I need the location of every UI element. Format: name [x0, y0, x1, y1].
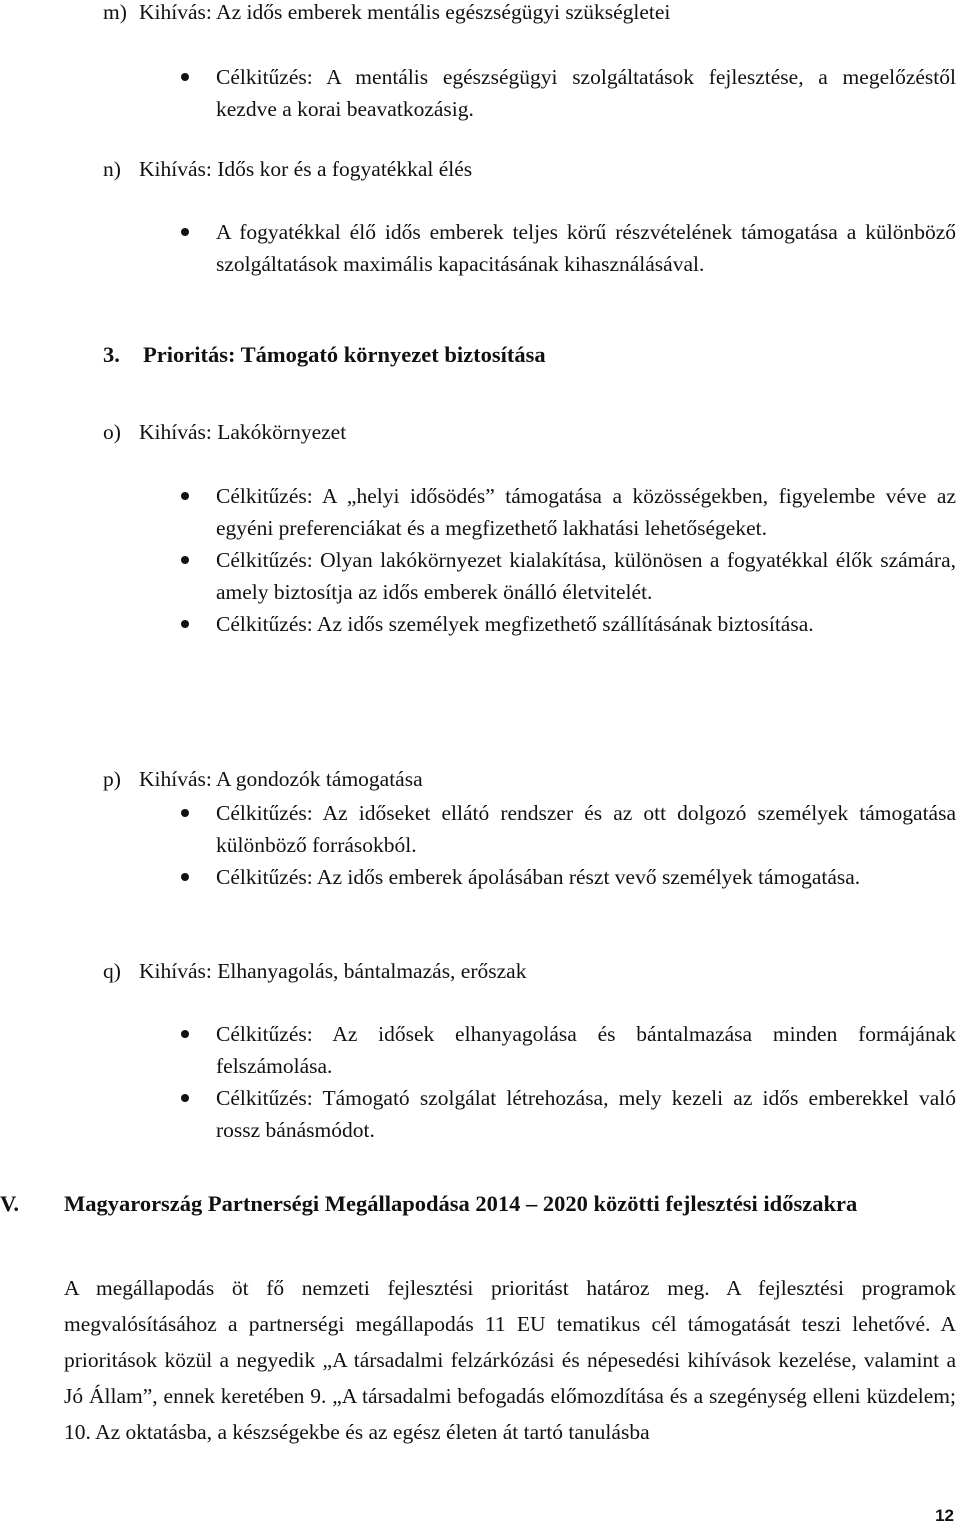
bullet-item — [170, 797, 956, 861]
bullet-icon — [181, 620, 189, 628]
bullet-text: Célkitűzés: Olyan lakókörnyezet kialakítása, különösen a fogyatékkal élők számára, amely biztosítja az idős emberek önálló életvitelét. — [216, 548, 956, 604]
bullet-item — [170, 544, 956, 608]
bullet-text: Célkitűzés: A mentális egészségügyi szolgáltatások fejlesztése, a megelőzéstől kezdve a korai beavatkozásig. — [216, 65, 956, 121]
challenge-n-bullets — [170, 216, 956, 280]
bullet-icon — [181, 1094, 189, 1102]
challenge-o-heading — [103, 416, 346, 448]
challenge-q-heading — [103, 955, 526, 987]
bullet-icon — [181, 228, 189, 236]
challenge-letter: p) — [103, 767, 121, 791]
bullet-icon — [181, 556, 189, 564]
priority-heading — [103, 339, 546, 371]
bullet-item — [170, 61, 956, 125]
challenge-n-heading — [103, 153, 472, 185]
bullet-text: Célkitűzés: A „helyi idősödés” támogatása a közösségekben, figyelembe véve az egyéni preferenciákat és a megfizethető lakhatási lehetőségeket. — [216, 484, 956, 540]
bullet-text: Célkitűzés: Támogató szolgálat létrehozása, mely kezeli az idős emberekkel való rossz bánásmódot. — [216, 1086, 956, 1142]
challenge-q-bullets — [170, 1018, 956, 1146]
challenge-letter: o) — [103, 420, 121, 444]
challenge-letter: n) — [103, 157, 121, 181]
challenge-p-heading — [103, 763, 423, 795]
bullet-icon — [181, 492, 189, 500]
challenge-title: Kihívás: Lakókörnyezet — [139, 420, 347, 444]
bullet-icon — [181, 73, 189, 81]
challenge-letter: q) — [103, 959, 121, 983]
challenge-o-bullets — [170, 480, 956, 640]
bullet-item — [170, 1018, 956, 1082]
challenge-m-bullets — [170, 61, 956, 125]
section-number: V. — [0, 1191, 19, 1216]
challenge-p-bullets — [170, 797, 956, 893]
challenge-m-heading — [103, 0, 670, 28]
bullet-text: A fogyatékkal élő idős emberek teljes körű részvételének támogatása a különböző szolgáltatások maximális kapacitásának kihasználásával. — [216, 220, 956, 276]
priority-title: Prioritás: Támogató környezet biztosítása — [143, 342, 546, 367]
bullet-text: Célkitűzés: Az idősek elhanyagolása és bántalmazása minden formájának felszámolása. — [216, 1022, 956, 1078]
challenge-title: Kihívás: Az idős emberek mentális egészségügyi szükségletei — [139, 0, 671, 24]
bullet-icon — [181, 809, 189, 817]
bullet-item — [170, 480, 956, 544]
bullet-text: Célkitűzés: Az időseket ellátó rendszer és az ott dolgozó személyek támogatása különböző forrásokból. — [216, 801, 956, 857]
bullet-icon — [181, 873, 189, 881]
bullet-item — [170, 608, 956, 640]
priority-number: 3. — [103, 342, 120, 367]
challenge-title: Kihívás: Elhanyagolás, bántalmazás, erőszak — [139, 959, 527, 983]
challenge-title: Kihívás: A gondozók támogatása — [139, 767, 423, 791]
challenge-letter: m) — [103, 0, 127, 24]
section-title: Magyarország Partnerségi Megállapodása 2014 – 2020 közötti fejlesztési időszakra — [64, 1191, 858, 1216]
bullet-text: Célkitűzés: Az idős személyek megfizethető szállításának biztosítása. — [216, 612, 814, 636]
bullet-text: Célkitűzés: Az idős emberek ápolásában részt vevő személyek támogatása. — [216, 865, 861, 889]
bullet-item — [170, 861, 956, 893]
bullet-item — [170, 1082, 956, 1146]
page-number: 12 — [935, 1506, 954, 1525]
body-paragraph: A megállapodás öt fő nemzeti fejlesztési prioritást határoz meg. A fejlesztési programok megvalósításához a partnerségi megállapodás 11 EU tematikus cél támogatását teszi lehetővé. A prioritások közül a negyedik „A társadalmi felzárkózási és népesedési kihívások kezelése, valamint a Jó Állam”, ennek keretében 9. „A társadalmi befogadás előmozdítása és a szegénység elleni küzdelem; 10. Az oktatásba, a készségekbe és az egész életen át tartó tanulásba — [64, 1276, 956, 1444]
bullet-icon — [181, 1030, 189, 1038]
challenge-title: Kihívás: Idős kor és a fogyatékkal élés — [139, 157, 473, 181]
bullet-item — [170, 216, 956, 280]
